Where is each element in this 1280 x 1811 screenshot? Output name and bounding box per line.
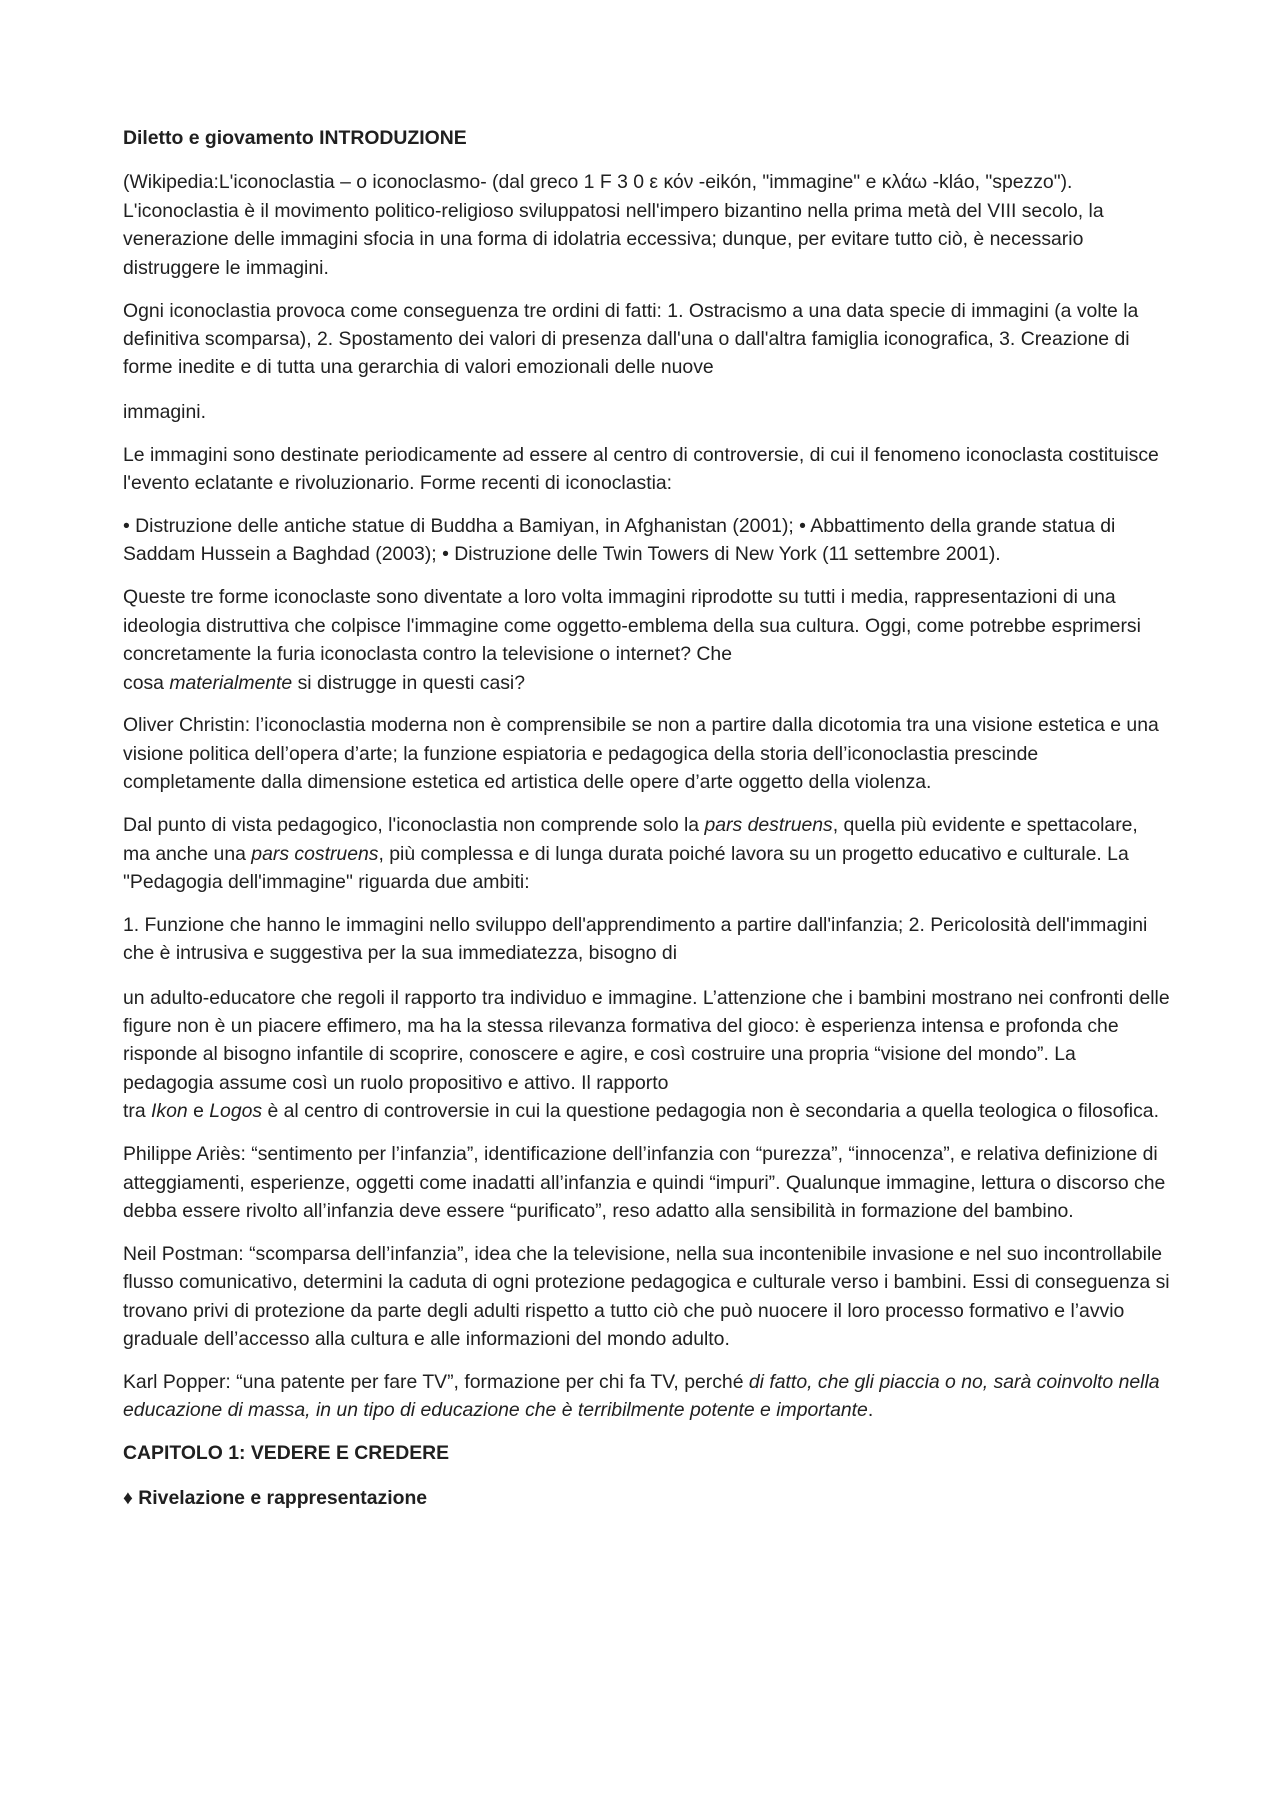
text-span: un adulto-educatore che regoli il rapporto tra individuo e immagine. L’attenzione che i bambini mostrano nei confronti delle figure non è un piacere effimero, ma ha la stessa rilevanza formativa del gioco: è esperienza intensa e profonda che risponde al bisogno infantile di scoprire, conoscere e agire, e così costruire una propria “visione del mondo”. La pedagogia assume così un ruolo propositivo e attivo. Il rapporto [123,986,1170,1094]
paragraph-wikipedia-definition: (Wikipedia:L'iconoclastia – o iconoclasmo- (dal greco 1 F 3 0 ε κόν -eikón, "immagine" e κλάω -kláo, "spezzo"). L'iconoclastia è il movimento politico-religioso sviluppatosi nell'impero bizantino nella prima metà del VIII secolo, la venerazione delle immagini sfocia in una forma di idolatria eccessiva; dunque, per evitare tutto ciò, è necessario distruggere le immagini. [123,171,1104,279]
paragraph-karl-popper [123,1368,1170,1425]
section-heading: ♦ Rivelazione e rappresentazione [123,1486,428,1509]
text-span: , quella più evidente e spettacolare, ma anche una [123,814,1138,865]
text-span: Dal punto di vista pedagogico, l'iconoclastia non comprende solo la [123,814,705,837]
italic-pars-costruens: pars costruens [251,842,379,865]
italic-logos: Logos [209,1100,263,1123]
paragraph-adult-educator [123,984,1170,1126]
document-title: Diletto e giovamento INTRODUZIONE [123,127,467,149]
italic-ikon: Ikon [151,1100,188,1123]
paragraph-media-text: Queste tre forme iconoclaste sono diventate a loro volta immagini riprodotte su tutti i media, rappresentazioni di una ideologia distruttiva che colpisce l'immagine come oggetto-emblema della sua cultura. Oggi, come potrebbe esprimersi concretamente la furia iconoclasta contro la televisione o internet? Che [123,586,1141,666]
text-span: . [867,1399,874,1422]
paragraph-media-italic: materialmente [169,671,293,694]
italic-popper-quote: di fatto, che gli piaccia o no, sarà coinvolto nella educazione di massa, in un tipo di educazione che è terribilmente potente e importante [123,1371,1160,1422]
italic-pars-destruens: pars destruens [704,814,833,837]
paragraph-oliver-christin: Oliver Christin: l’iconoclastia moderna non è comprensibile se non a partire dalla dicotomia tra una visione estetica e una visione politica dell’opera d’arte; la funzione espiatoria e pedagogica della storia dell’iconoclastia prescinde completamente dalla dimensione estetica ed artistica delle opere d’arte oggetto della violenza. [123,714,1159,794]
paragraph-iconoclasm-effects-continued: immagini. [123,400,206,423]
paragraph-image-functions: 1. Funzione che hanno le immagini nello sviluppo dell'apprendimento a partire dall'infanzia; 2. Pericolosità dell'immagini che è intrusiva e suggestiva per la sua immediatezza, bisogno di [123,913,1148,965]
paragraph-pedagogical-view [123,811,1170,896]
paragraph-iconoclasm-effects: Ogni iconoclastia provoca come conseguenza tre ordini di fatti: 1. Ostracismo a una data specie di immagini (a volte la definitiva scomparsa), 2. Spostamento dei valori di presenza dall'una o dall'altra famiglia iconografica, 3. Creazione di forme inedite e di tutta una gerarchia di valori emozionali delle nuove [123,299,1139,379]
paragraph-controversies: Le immagini sono destinate periodicamente ad essere al centro di controversie, di cui il fenomeno iconoclasta costituisce l'evento eclatante e rivoluzionario. Forme recenti di iconoclastia: [123,443,1159,495]
paragraph-media-tail: si distrugge in questi casi? [292,671,526,694]
paragraph-media-lead: cosa [123,671,170,694]
paragraph-recent-examples: • Distruzione delle antiche statue di Buddha a Bamiyan, in Afghanistan (2001); • Abbattimento della grande statua di Saddam Hussein a Baghdad (2003); • Distruzione delle Twin Towers di New York (11 settembre 2001). [123,514,1116,566]
text-span: e [187,1100,210,1123]
chapter-heading: CAPITOLO 1: VEDERE E CREDERE [123,1442,450,1465]
text-span: Karl Popper: “una patente per fare TV”, formazione per chi fa TV, perché [123,1371,749,1394]
text-span: è al centro di controversie in cui la questione pedagogia non è secondaria a quella teologica o filosofica. [262,1100,1159,1123]
paragraph-philippe-aries: Philippe Ariès: “sentimento per l’infanzia”, identificazione dell’infanzia con “purezza”, “innocenza”, e relativa definizione di atteggiamenti, esperienze, oggetti come inadatti all’infanzia e quindi “impuri”. Qualunque immagine, lettura o discorso che debba essere rivolto all’infanzia deve essere “purificato”, reso adatto alla sensibilità in formazione del bambino. [123,1143,1166,1222]
paragraph-media-reproduction [123,583,1170,697]
text-span: , più complessa e di lunga durata poiché lavora su un progetto educativo e culturale. La "Pedagogia dell'immagine" riguarda due ambiti: [123,842,1129,893]
text-span: tra [123,1100,152,1123]
paragraph-neil-postman: Neil Postman: “scomparsa dell’infanzia”, idea che la televisione, nella sua incontenibile invasione e nel suo incontrollabile flusso comunicativo, determini la caduta di ogni protezione pedagogica e culturale verso i bambini. Essi di conseguenza si trovano privi di protezione da parte degli adulti rispetto a tutto ciò che può nuocere il loro processo formativo e l’avvio graduale dell’accesso alla cultura e alle informazioni del mondo adulto. [123,1242,1170,1351]
